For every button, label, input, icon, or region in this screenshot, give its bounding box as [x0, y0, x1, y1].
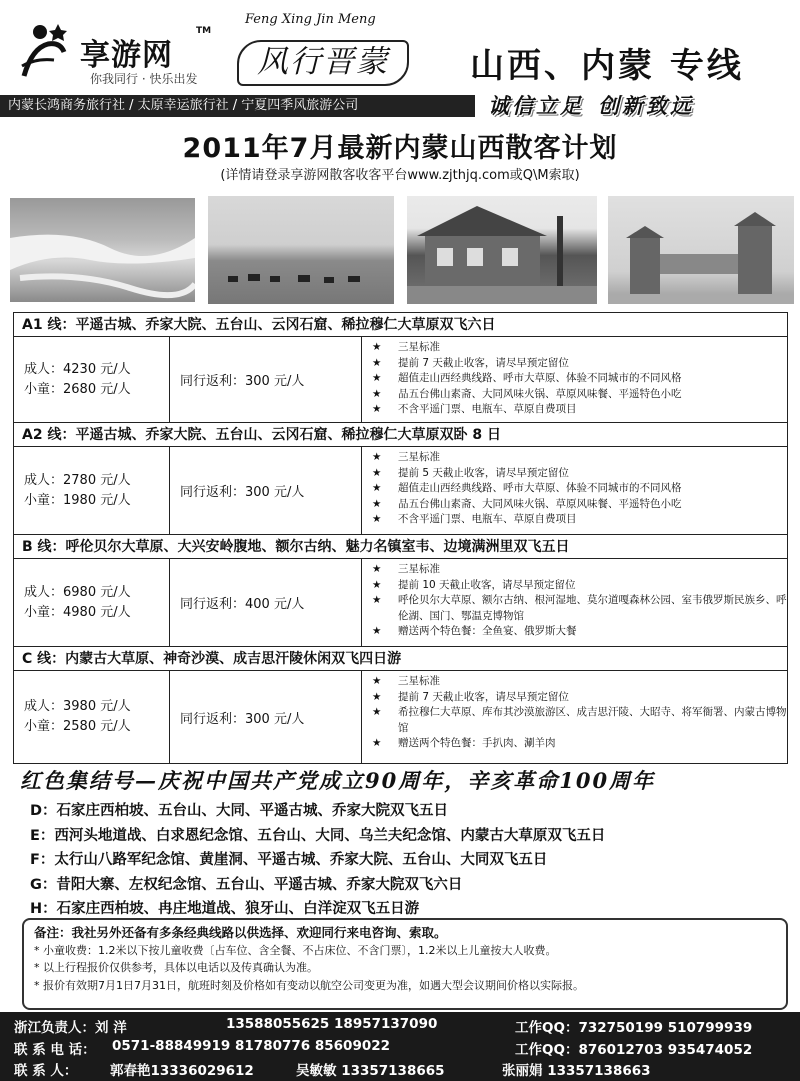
child-price: 小童：2580 元/人 — [24, 719, 131, 734]
list-item: ★ 提前 7 天截止收客，请尽早预定留位 — [372, 356, 787, 372]
photo-log-house — [407, 196, 597, 304]
note-line: * 报价有效期7月1日7月31日，航班时刻及价格如有变动以航空公司变更为准，如遇大型会议期间价格以实际报。 — [34, 978, 584, 992]
contact-person-3[interactable]: 张丽娟 13357138663 — [502, 1063, 651, 1079]
star-icon: ★ — [372, 737, 382, 750]
star-icon: ★ — [372, 675, 382, 687]
route-title: A2 线：平遥古城、乔家大院、五台山、云冈石窟、稀拉穆仁大草原双卧 8 日 — [14, 423, 787, 447]
price-cell — [14, 559, 170, 646]
motto — [488, 90, 694, 120]
tel-numbers[interactable]: 0571-88849919 81780776 85609022 — [112, 1038, 391, 1054]
horses-icon — [208, 196, 394, 304]
contact-footer — [0, 1012, 800, 1081]
motto-2: 创新致远 — [598, 93, 694, 118]
notes-box — [22, 918, 788, 1010]
route-title: C 线：内蒙古大草原、神奇沙漠、成吉思汗陵休闲双飞四日游 — [14, 647, 787, 671]
route-title: B 线：呼伦贝尔大草原、大兴安岭腹地、额尔古纳、魅力名镇室韦、边境满洲里双飞五日 — [14, 535, 787, 559]
child-price: 小童：2680 元/人 — [24, 381, 131, 397]
list-item: H：石家庄西柏坡、冉庄地道战、狼牙山、白洋淀双飞五日游 — [30, 901, 420, 917]
star-icon: ★ — [372, 356, 382, 369]
motto-1: 诚信立足 — [488, 93, 584, 118]
star-icon: ★ — [372, 513, 382, 526]
rebate-cell: 同行返利：300 元/人 — [170, 447, 362, 534]
star-icon: ★ — [372, 451, 382, 463]
price-cell — [14, 671, 170, 763]
route-row — [14, 337, 787, 423]
star-icon: ★ — [372, 706, 382, 719]
star-icon: ★ — [372, 341, 382, 353]
list-item: ★ 呼伦贝尔大草原、额尔古纳、根河湿地、莫尔道嘎森林公园、室韦俄罗斯民族乡、呼伦湖、国门、鄂温克博物馆 — [372, 593, 787, 624]
person-label: 联 系 人： — [14, 1063, 78, 1079]
feature-list — [362, 559, 787, 646]
list-item: ★ 不含平遥门票、电瓶车、草原自费项目 — [372, 512, 787, 528]
child-price: 小童：4980 元/人 — [24, 604, 131, 620]
star-icon: ★ — [372, 466, 382, 479]
note-line: * 小童收费：1.2米以下按儿童收费〔占车位、含全餐、不占床位、不含门票〕，1.2米以上儿童按大人收费。 — [34, 943, 557, 957]
routes-table — [13, 312, 788, 764]
agency-bar: 内蒙长鸿商务旅行社 / 太原幸运旅行社 / 宁夏四季风旅游公司 — [0, 95, 475, 117]
brand-slogan: 你我同行 · 快乐出发 — [90, 72, 198, 86]
note-line: * 以上行程报价仅供参考，具体以电话以及传真确认为准。 — [34, 961, 318, 974]
star-icon: ★ — [372, 403, 382, 416]
tel-label: 联 系 电 话： — [14, 1042, 96, 1058]
list-item: ★ 品五台佛山素斋、大同风味火锅、草原风味餐、平遥特色小吃 — [372, 497, 787, 513]
contact-person-1[interactable]: 郭春艳13336029612 — [110, 1063, 254, 1079]
traveler-logo-icon — [18, 18, 78, 84]
price-cell — [14, 447, 170, 534]
manager-label: 浙江负责人：刘 洋 — [14, 1020, 127, 1036]
list-item: ★ 赠送两个特色餐：手扒肉、涮羊肉 — [372, 736, 787, 752]
river-landscape-icon — [10, 198, 195, 302]
manager-phones[interactable]: 13588055625 18957137090 — [226, 1016, 438, 1032]
list-item: ★ 三星标准 — [372, 340, 787, 356]
partner-pinyin: Feng Xing Jin Meng — [245, 12, 376, 27]
rebate-cell: 同行返利：400 元/人 — [170, 559, 362, 646]
star-icon: ★ — [372, 372, 382, 385]
star-icon: ★ — [372, 497, 382, 510]
adult-price: 成人：4230 元/人 — [24, 361, 131, 377]
star-icon: ★ — [372, 563, 382, 575]
gate-icon — [608, 196, 794, 304]
star-icon: ★ — [372, 690, 382, 703]
list-item: ★ 超值走山西经典线路、呼市大草原、体验不同城市的不同风格 — [372, 371, 787, 387]
list-item: ★ 超值走山西经典线路、呼市大草原、体验不同城市的不同风格 — [372, 481, 787, 497]
feature-list — [362, 337, 787, 422]
adult-price: 成人：2780 元/人 — [24, 472, 131, 488]
feature-list — [362, 447, 787, 534]
photo-border-gate — [608, 196, 794, 304]
adult-price: 成人：3980 元/人 — [24, 699, 131, 714]
list-item: F：太行山八路军纪念馆、黄崖洞、平遥古城、乔家大院、五台山、大同双飞五日 — [30, 852, 548, 868]
route-row — [14, 447, 787, 535]
star-icon: ★ — [372, 578, 382, 591]
star-icon: ★ — [372, 482, 382, 495]
route-title: A1 线：平遥古城、乔家大院、五台山、云冈石窟、稀拉穆仁大草原双飞六日 — [14, 313, 787, 337]
adult-price: 成人：6980 元/人 — [24, 584, 131, 600]
rebate-cell: 同行返利：300 元/人 — [170, 337, 362, 422]
list-item: ★ 提前 5 天截止收客，请尽早预定留位 — [372, 466, 787, 482]
list-item: ★ 品五台佛山素斋、大同风味火锅、草原风味餐、平遥特色小吃 — [372, 387, 787, 403]
star-icon: ★ — [372, 387, 382, 400]
qq-line-2[interactable]: 工作QQ：876012703 935474052 — [515, 1042, 753, 1058]
list-item: ★ 三星标准 — [372, 450, 787, 466]
list-item: ★ 三星标准 — [372, 562, 787, 578]
list-item: ★ 三星标准 — [372, 674, 787, 690]
star-icon: ★ — [372, 594, 382, 607]
list-item: ★ 提前 7 天截止收客，请尽早预定留位 — [372, 690, 787, 706]
feature-list — [362, 671, 787, 763]
trademark-label: TM — [196, 26, 212, 36]
page-header — [0, 0, 800, 95]
brand-name: 享游网 — [80, 38, 173, 73]
list-item: ★ 不含平遥门票、电瓶车、草原自费项目 — [372, 402, 787, 418]
extra-routes — [30, 799, 790, 922]
star-icon: ★ — [372, 625, 382, 638]
child-price: 小童：1980 元/人 — [24, 492, 131, 508]
photo-strip — [10, 196, 794, 304]
list-item: D：石家庄西柏坡、五台山、大同、平遥古城、乔家大院双飞五日 — [30, 803, 449, 819]
partner-logo — [235, 12, 435, 92]
main-title: 2011年7月最新内蒙山西散客计划 — [182, 133, 618, 164]
red-theme-title: 红色集结号—庆祝中国共产党成立90周年，辛亥革命100周年 — [20, 768, 656, 793]
route-row — [14, 559, 787, 647]
photo-river-grassland — [10, 198, 195, 302]
list-item: ★ 希拉穆仁大草原、库布其沙漠旅游区、成吉思汗陵、大昭寺、将军衙署、内蒙古博物馆 — [372, 705, 787, 736]
price-cell — [14, 337, 170, 422]
contact-person-2[interactable]: 吴敏敏 13357138665 — [296, 1063, 445, 1079]
list-item: ★ 赠送两个特色餐：全鱼宴、俄罗斯大餐 — [372, 624, 787, 640]
house-icon — [407, 196, 597, 304]
photo-grassland-horses — [208, 196, 394, 304]
notes-heading: 备注：我社另外还备有多条经典线路以供选择、欢迎同行来电咨询、索取。 — [34, 925, 447, 940]
rebate-cell: 同行返利：300 元/人 — [170, 671, 362, 763]
brand-logo[interactable] — [18, 18, 218, 88]
qq-line-1[interactable]: 工作QQ：732750199 510799939 — [515, 1020, 753, 1036]
list-item: ★ 提前 10 天截止收客，请尽早预定留位 — [372, 578, 787, 594]
partner-name: 风行晋蒙 — [237, 40, 409, 86]
special-line-title: 山西、内蒙 专线 — [470, 46, 744, 86]
list-item: E：西河头地道战、白求恩纪念馆、五台山、大同、乌兰夫纪念馆、内蒙古大草原双飞五日 — [30, 827, 606, 844]
sub-title: (详情请登录享游网散客收客平台www.zjthjq.com或Q\M索取) — [220, 168, 580, 183]
list-item: G：昔阳大寨、左权纪念馆、五台山、平遥古城、乔家大院双飞六日 — [30, 876, 463, 893]
route-row — [14, 671, 787, 763]
